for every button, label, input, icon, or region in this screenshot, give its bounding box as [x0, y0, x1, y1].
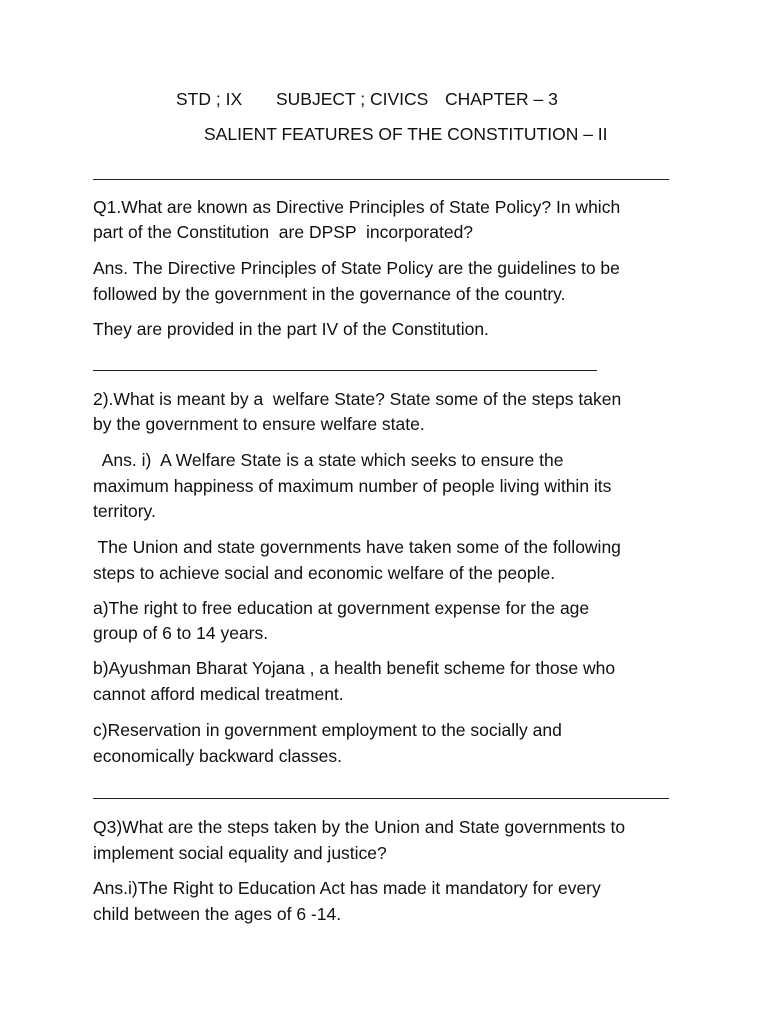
q2-steps-line: steps to achieve social and economic welfare of the people. [93, 563, 556, 583]
q2-answer-line: Ans. i) A Welfare State is a state which seeks to ensure the [93, 450, 564, 470]
chapter-title: SALIENT FEATURES OF THE CONSTITUTION – II [204, 124, 608, 144]
q2-point-b-line: b)Ayushman Bharat Yojana , a health benefit scheme for those who [93, 658, 616, 678]
q1-question-line: part of the Constitution are DPSP incorporated? [93, 222, 474, 242]
q2-question-line: 2).What is meant by a welfare State? State some of the steps taken [93, 389, 622, 409]
q2-point-c-line: economically backward classes. [93, 746, 342, 766]
q2-question-line: by the government to ensure welfare state. [93, 414, 425, 434]
std-label: STD ; IX [176, 89, 243, 109]
q1-answer-line: Ans. The Directive Principles of State Policy are the guidelines to be [93, 258, 620, 278]
q2-point-a-line: group of 6 to 14 years. [93, 623, 269, 643]
chapter-label: CHAPTER – 3 [445, 89, 558, 109]
divider-rule [93, 179, 669, 180]
q2-point-c-line: c)Reservation in government employment to the socially and [93, 720, 562, 740]
q2-answer-line: territory. [93, 501, 156, 521]
q3-answer-line: Ans.i)The Right to Education Act has made it mandatory for every [93, 878, 601, 898]
q2-answer-line: maximum happiness of maximum number of people living within its [93, 476, 612, 496]
q1-answer-line: followed by the government in the governance of the country. [93, 284, 566, 304]
q3-question-line: implement social equality and justice? [93, 843, 387, 863]
divider-rule [93, 370, 597, 371]
q1-question-line: Q1.What are known as Directive Principles of State Policy? In which [93, 197, 621, 217]
q1-answer-line: They are provided in the part IV of the Constitution. [93, 319, 489, 339]
q2-point-b-line: cannot afford medical treatment. [93, 684, 344, 704]
divider-rule [93, 798, 669, 799]
q3-answer-line: child between the ages of 6 -14. [93, 904, 342, 924]
q3-question-line: Q3)What are the steps taken by the Union and State governments to [93, 817, 626, 837]
q2-steps-line: The Union and state governments have taken some of the following [93, 537, 621, 557]
subject-label: SUBJECT ; CIVICS [276, 89, 429, 109]
q2-point-a-line: a)The right to free education at government expense for the age [93, 598, 590, 618]
